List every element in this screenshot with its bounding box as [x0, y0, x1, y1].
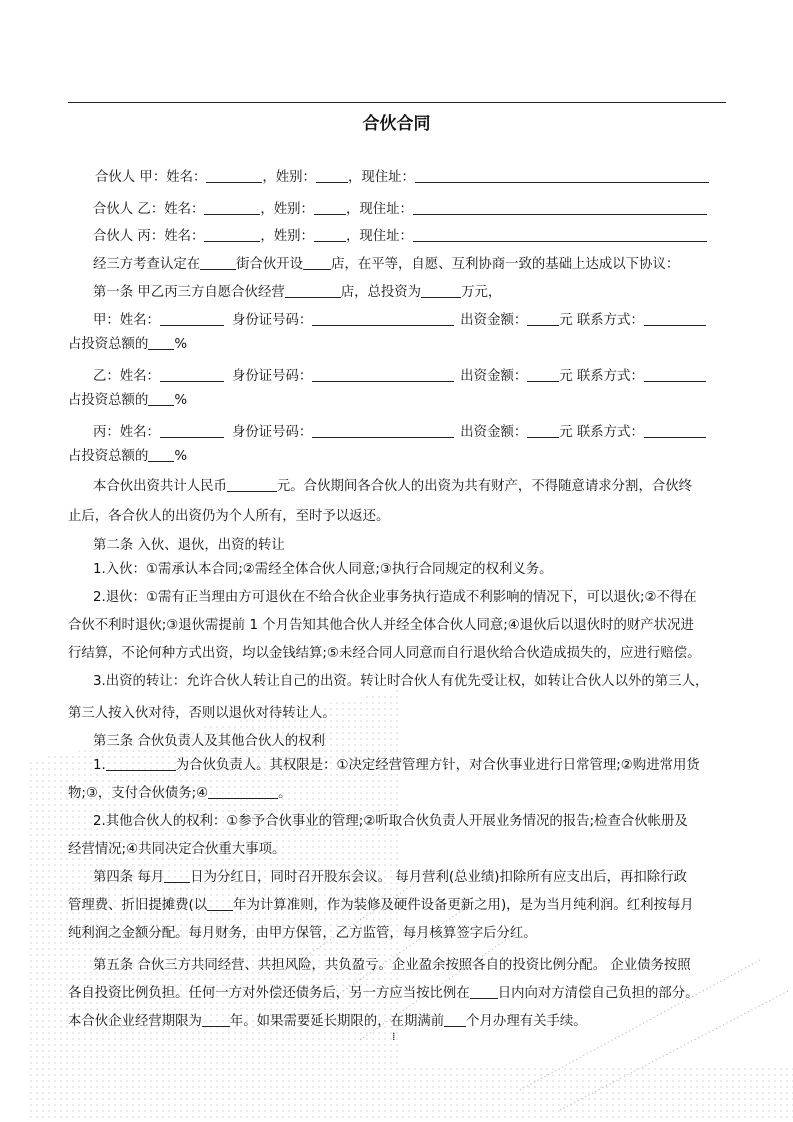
article-4-line-2: 管理费、折旧提摊费(以 年为计算准则，作为装修及硬件设备更新之用)，是为当月纯利润。红利按每月 — [68, 898, 694, 913]
contact-blank[interactable] — [644, 368, 706, 382]
amount-blank[interactable] — [527, 368, 559, 382]
article-3-line-1: 1. 为合伙负责人。其权限是：①决定经营管理方针，对合伙事业进行日常管理;②购进常用货 — [93, 758, 700, 773]
page-break-marker: ⁞ — [392, 1030, 396, 1043]
amount-blank[interactable] — [527, 424, 559, 438]
gender-blank[interactable] — [314, 228, 346, 242]
article-3-line-3: 2.其他合伙人的权利：①参予合伙事业的管理;②听取合伙负责人开展业务情况的报告;检查合伙帐册及 — [93, 814, 688, 829]
contact-blank[interactable] — [644, 424, 706, 438]
partner-line-yi: 合伙人 乙：姓名： ，姓别： ，现住址： — [93, 201, 707, 219]
article-3-line-2: 物;③，支付合伙债务;④ 。 — [68, 786, 292, 801]
share-blank[interactable] — [148, 336, 174, 350]
business-blank[interactable] — [285, 284, 341, 298]
investor-share-jia: 占投资总额的 % — [68, 337, 188, 352]
term-years-blank[interactable] — [202, 1013, 230, 1027]
street-blank[interactable] — [200, 256, 236, 270]
partner-line-jia: 合伙人 甲：姓名： ，姓别： ，现住址： — [95, 169, 709, 187]
gender-blank[interactable] — [316, 169, 348, 183]
investor-row-yi: 乙：姓名： 身份证号码： 出资金额： 元 联系方式： — [93, 368, 706, 386]
investor-share-yi: 占投资总额的 % — [68, 393, 188, 408]
total-amount-blank[interactable] — [227, 478, 277, 492]
article-3-heading: 第三条 合伙负责人及其他合伙人的权利 — [93, 734, 325, 749]
address-blank[interactable] — [413, 228, 707, 242]
notice-months-blank[interactable] — [444, 1013, 466, 1027]
article-2-join: 1.入伙：①需承认本合同;②需经全体合伙人同意;③执行合同规定的权利义务。 — [93, 562, 553, 577]
article-2-leave-2: 合伙不利时退伙;③退伙需提前 1 个月告知其他合伙人并经全体合伙人同意;④退伙后以退伙时的财产状况进 — [68, 618, 694, 633]
id-blank[interactable] — [312, 312, 454, 326]
article-2-transfer-1: 3.出资的转让：允许合伙人转让自己的出资。转让时合伙人有优先受让权，如转让合伙人以外的第三人， — [93, 674, 709, 689]
investor-row-jia: 甲：姓名： 身份证号码： 出资金额： 元 联系方式： — [93, 312, 706, 330]
depreciation-years-blank[interactable] — [207, 897, 233, 911]
total-line-1: 本合伙出资共计人民币 元。合伙期间各合伙人的出资为共有财产，不得随意请求分割，合伙终 — [93, 479, 693, 494]
article-2-transfer-2: 第三人按入伙对待，否则以退伙对待转让人。 — [68, 706, 336, 721]
share-blank[interactable] — [148, 392, 174, 406]
investor-row-bing: 丙：姓名： 身份证号码： 出资金额： 元 联系方式： — [93, 424, 706, 442]
article-5-line-3: 本合伙企业经营期限为 年。如果需要延长期限的，在期满前 个月办理有关手续。 — [68, 1014, 587, 1029]
repayment-days-blank[interactable] — [470, 985, 498, 999]
authority-blank[interactable] — [208, 785, 278, 799]
intro-line: 经三方考查认定在 街合伙开设 店，在平等，自愿、互利协商一致的基础上达成以下协议： — [93, 257, 680, 272]
page-title: 合伙合同 — [362, 114, 431, 134]
manager-blank[interactable] — [106, 757, 176, 771]
name-blank[interactable] — [204, 228, 260, 242]
name-blank[interactable] — [160, 312, 224, 326]
name-blank[interactable] — [160, 424, 224, 438]
address-blank[interactable] — [415, 169, 709, 183]
total-line-2: 止后，各合伙人的出资仍为个人所有，至时予以返还。 — [68, 509, 390, 524]
address-blank[interactable] — [413, 201, 707, 215]
article-5-line-1: 第五条 合伙三方共同经营、共担风险，共负盈亏。企业盈余按照各自的投资比例分配。 企业债务按照 — [93, 958, 691, 973]
name-blank[interactable] — [204, 201, 260, 215]
contact-blank[interactable] — [644, 312, 706, 326]
id-blank[interactable] — [312, 424, 454, 438]
gender-blank[interactable] — [314, 201, 346, 215]
article-4-line-3: 纯利润之金额分配。每月财务，由甲方保管，乙方监管，每月核算签字后分红。 — [68, 926, 537, 941]
investment-blank[interactable] — [421, 284, 461, 298]
name-blank[interactable] — [160, 368, 224, 382]
article-4-line-1: 第四条 每月 日为分红日，同时召开股东会议。 每月营利(总业绩)扣除所有应支出后，再扣除行政 — [93, 870, 687, 885]
investor-share-bing: 占投资总额的 % — [68, 449, 188, 464]
id-blank[interactable] — [312, 368, 454, 382]
partner-line-bing: 合伙人 丙：姓名： ，姓别： ，现住址： — [93, 228, 707, 246]
article-2-leave-1: 2.退伙：①需有正当理由方可退伙在不给合伙企业事务执行造成不利影响的情况下，可以退伙;②不得在 — [93, 590, 697, 605]
article-1-line: 第一条 甲乙丙三方自愿合伙经营 店，总投资为 万元， — [93, 285, 502, 300]
article-3-line-4: 经营情况;④共同决定合伙重大事项。 — [68, 842, 286, 857]
shop-blank[interactable] — [303, 256, 331, 270]
amount-blank[interactable] — [527, 312, 559, 326]
name-blank[interactable] — [206, 169, 262, 183]
header-rule — [68, 102, 726, 103]
article-2-heading: 第二条 入伙、退伙，出资的转让 — [93, 538, 285, 553]
article-2-leave-3: 行结算，不论何种方式出资，均以金钱结算;⑤未经合同人同意而自行退伙给合伙造成损失的，应进行赔偿。 — [68, 646, 701, 661]
article-5-line-2: 各自投资比例负担。任何一方对外偿还债务后，另一方应当按比例在 日内向对方清偿自己负担的部分。 — [68, 986, 699, 1001]
dividend-day-blank[interactable] — [164, 869, 190, 883]
share-blank[interactable] — [148, 448, 174, 462]
